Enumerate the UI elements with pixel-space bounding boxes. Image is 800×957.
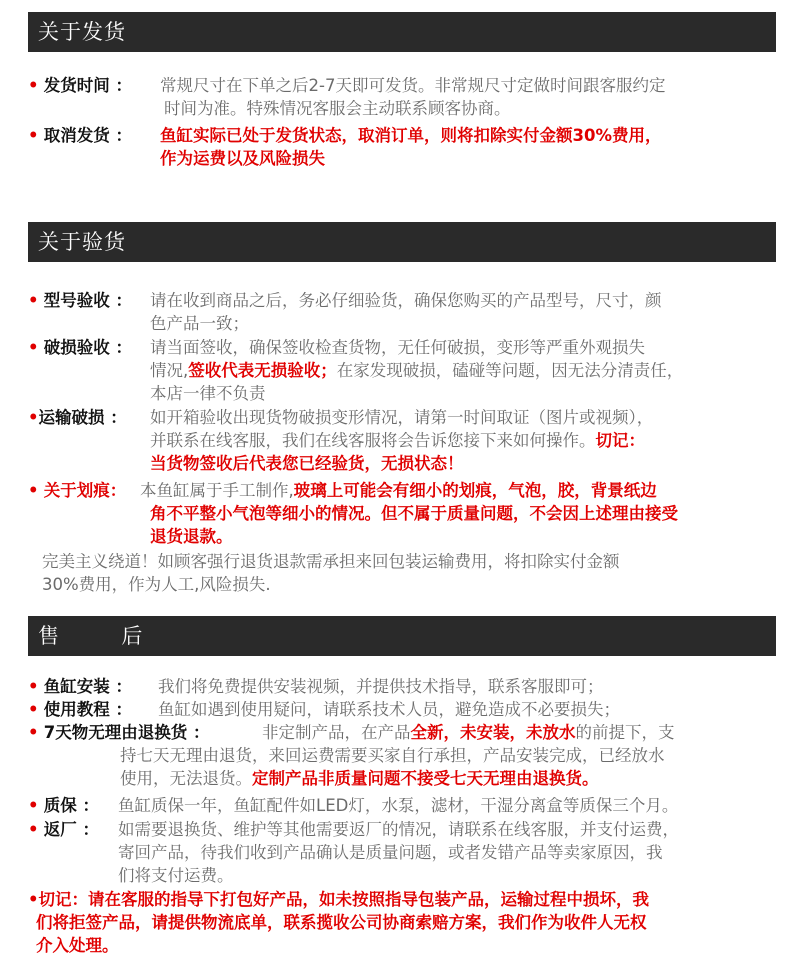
list-item-7day-return [22,721,782,791]
item-text: 情况, [150,361,189,380]
bullet-icon: • [28,291,39,310]
item-text: 的前提下，支 [575,723,675,742]
item-text: 鱼缸质保一年，鱼缸配件如LED灯，水泵，滤材，干湿分离盒等质保三个月。 [118,796,679,815]
caution-note [22,888,782,954]
item-text: 在家发现破损，磕碰等问题，因无法分清责任， [336,361,684,380]
bullet-icon: • [28,700,39,719]
list-item-install [22,675,782,698]
section-header-shipping [28,12,776,52]
list-item-scratch [22,479,782,549]
section-title: 售 后 [38,624,144,648]
list-item-tutorial [22,698,782,721]
list-item-damage-check [22,336,782,406]
item-label: 7天物无理由退换货 ： [43,723,210,742]
list-item-model-check [22,289,782,335]
item-text-highlight: 鱼缸实际已处于发货状态，取消订单，则将扣除实付金额30%费用， [160,126,662,145]
bullet-icon: • [28,481,39,500]
item-text-highlight: 玻璃上可能会有细小的划痕，气泡，胶，背景纸边 [293,481,657,500]
caution-text: 介入处理。 [36,936,119,955]
item-label: 型号验收 ： [43,291,133,310]
note-text: 30%费用，作为人工,风险损失. [42,575,271,594]
item-text-highlight: 作为运费以及风险损失 [160,149,325,168]
bullet-icon: • [28,408,39,427]
section-title: 关于验货 [38,230,126,254]
bullet-icon: • [28,796,39,815]
item-label: 破损验收 ： [43,338,133,357]
item-text-highlight: 签收代表无损验收； [188,361,337,380]
item-text: 们将支付运费。 [118,866,234,885]
item-text: 本鱼缸属于手工制作, [140,481,294,500]
item-text: 我们将免费提供安装视频，并提供技术指导，联系客服即可； [158,677,604,696]
item-text: 持七天无理由退货，来回运费需要买家自行承担，产品安装完成，已经放水 [120,746,665,765]
note-text: 完美主义绕道！如顾客强行退货退款需承担来回包装运输费用，将扣除实付金额 [42,552,620,571]
item-label: 鱼缸安装 ： [43,677,133,696]
item-label: 返厂 ： [43,820,100,839]
item-text: 色产品一致； [150,314,249,333]
bullet-icon: • [28,820,39,839]
item-text: 寄回产品，待我们收到产品确认是质量问题，或者发错产品等卖家原因，我 [118,843,663,862]
bullet-icon: • [28,126,39,145]
item-text: 使用，无法退货。 [120,769,252,788]
item-text: 鱼缸如遇到使用疑问，请联系技术人员，避免造成不必要损失； [158,700,620,719]
list-item-transit-damage [22,406,782,476]
item-text: 非定制产品，在产品 [262,723,411,742]
item-label: 取消发货 ： [43,126,133,145]
perfectionist-note [22,550,782,600]
item-text: 并联系在线客服，我们在线客服将会告诉您接下来如何操作。 [150,431,596,450]
item-text: 如需要退换货、维护等其他需要返厂的情况，请联系在线客服，并支付运费， [118,820,679,839]
item-text-highlight: 全新，未安装，未放水 [410,723,576,742]
item-label: 质保 ： [43,796,100,815]
item-text-highlight: 当货物签收后代表您已经验货，无损状态！ [150,454,464,473]
item-label: 使用教程 ： [43,700,133,719]
item-text: 如开箱验收出现货物破损变形情况，请第一时间取证（图片或视频）， [150,408,654,427]
item-text-highlight: 退货退款。 [150,527,233,546]
item-text-highlight: 切记： [595,431,645,450]
item-text: 常规尺寸在下单之后2-7天即可发货。非常规尺寸定做时间跟客服约定 [160,76,666,95]
list-item-warranty [22,794,782,817]
caution-text: 切记：请在客服的指导下打包好产品，如未按照指导包装产品，运输过程中损坏，我 [38,890,650,909]
bullet-icon: • [28,723,39,742]
item-text: 请当面签收，确保签收检查货物，无任何破损，变形等严重外观损失 [150,338,645,357]
bullet-icon: • [28,76,39,95]
item-text-highlight: 角不平整小气泡等细小的情况。但不属于质量问题，不会因上述理由接受 [150,504,678,523]
list-item-ship-time [22,74,782,124]
section-header-inspection [28,222,776,262]
item-text: 时间为准。特殊情况客服会主动联系顾客协商。 [164,99,511,118]
item-text-highlight: 定制产品非质量问题不接受七天无理由退换货。 [252,769,599,788]
list-item-factory-return [22,818,782,888]
item-label: 运输破损 ： [38,408,127,427]
bullet-icon: • [28,677,39,696]
section-header-after-sales [28,616,776,656]
caution-text: 们将拒签产品，请提供物流底单，联系揽收公司协商索赔方案，我们作为收件人无权 [36,913,647,932]
section-title: 关于发货 [38,20,126,44]
bullet-icon: • [28,890,39,909]
bullet-icon: • [28,338,39,357]
item-label: 关于划痕： [43,481,127,500]
item-label: 发货时间 ： [43,76,133,95]
item-text: 本店一律不负责 [150,384,266,403]
item-text: 请在收到商品之后，务必仔细验货，确保您购买的产品型号，尺寸，颜 [150,291,662,310]
list-item-cancel [22,124,782,174]
